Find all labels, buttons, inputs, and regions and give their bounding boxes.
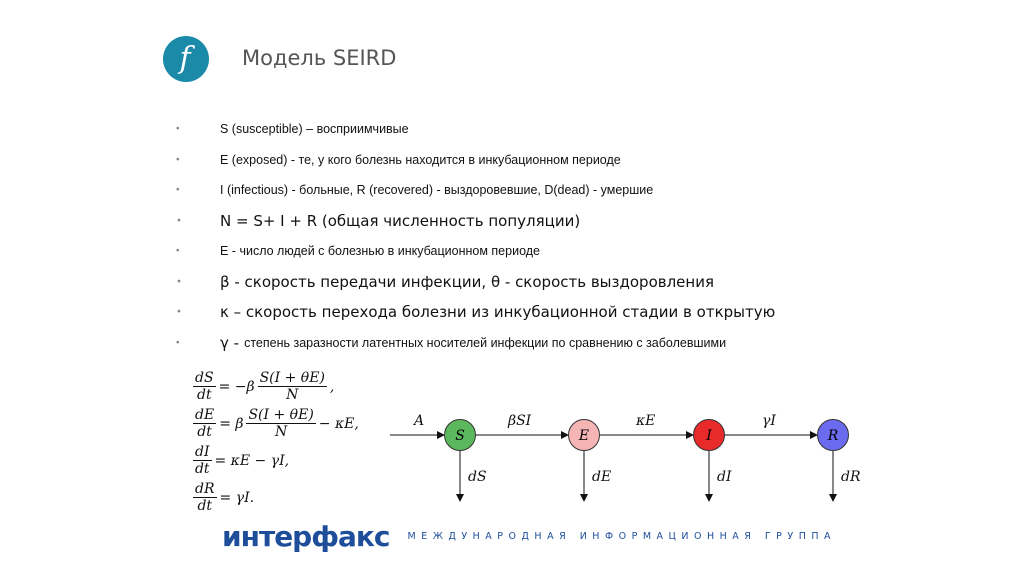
list-item: • E (exposed) - те, у кого болезнь находится в инкубационном периоде [176, 152, 621, 167]
bullet-icon: • [176, 337, 180, 349]
list-item: • S (susceptible) – восприимчивые [176, 122, 409, 137]
list-item: • β - скорость передачи инфекции, θ - скорость выздоровления [176, 272, 714, 291]
equation-ds: $\frac{dS}{dt}$ = −β $\frac{S(I + \theta E)}{N}$ , [195, 370, 335, 403]
equations-block [190, 368, 359, 516]
slide-title: Модель SEIRD [242, 46, 397, 70]
equation-di: $\frac{dI}{dt}$ = κE − γI, [194, 444, 290, 477]
equation-dr: $\frac{dR}{dt}$ = γI. [195, 481, 255, 514]
list-item: • γ - степень заразности латентных носителей инфекции по сравнению с заболевшими [176, 333, 727, 352]
outflow-label: dS [468, 469, 487, 485]
outflow-label: dE [592, 469, 612, 485]
outflow-label: dI [717, 469, 732, 485]
list-item: • E - число людей с болезнью в инкубационном периоде [176, 244, 540, 259]
node-label: S [455, 428, 465, 444]
footer-brand [222, 520, 836, 553]
brand-tagline: МЕЖДУНАРОДНАЯ ИНФОРМАЦИОННАЯ ГРУППА [407, 531, 836, 542]
node-label: E [578, 428, 590, 444]
bullet-icon: • [176, 215, 182, 227]
outflow-label: dR [841, 469, 861, 485]
node-label: I [706, 428, 712, 444]
bullet-icon: • [176, 306, 182, 318]
edge-label: βSI [508, 413, 532, 429]
edge-label: κE [636, 413, 656, 429]
node-label: R [827, 428, 839, 444]
input-label: A [414, 413, 425, 429]
logo-glyph: f [179, 41, 191, 76]
edge-label: γI [762, 413, 776, 429]
bullet-icon: • [176, 276, 182, 288]
company-logo [163, 36, 209, 82]
seird-flow-diagram [380, 395, 880, 505]
bullet-icon: • [176, 245, 180, 257]
equation-de: $\frac{dE}{dt}$ = β $\frac{S(I + \theta E)}{N}$ − κE, [195, 407, 359, 440]
bullet-icon: • [176, 123, 180, 135]
definitions-list [176, 114, 775, 358]
list-item: • κ – скорость перехода болезни из инкубационной стадии в открытую [176, 303, 776, 322]
list-item: • I (infectious) - больные, R (recovered) - выздоровевшие, D(dead) - умершие [176, 183, 654, 198]
brand-name: интерфакс [222, 520, 390, 553]
bullet-icon: • [176, 184, 180, 196]
list-item: • N = S+ I + R (общая численность популяции) [176, 211, 581, 230]
bullet-icon: • [176, 154, 180, 166]
